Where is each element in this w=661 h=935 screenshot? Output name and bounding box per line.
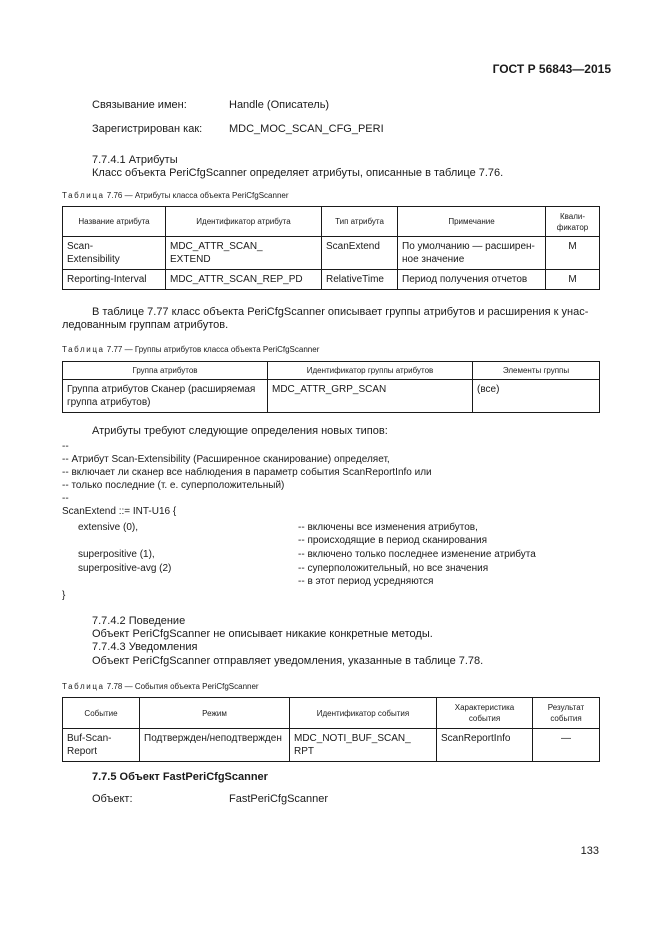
table-776 [62,206,600,290]
naming-label-2: Зарегистрирован как: [92,123,203,135]
table-cell: MDC_ATTR_SCAN_ EXTEND [166,237,322,270]
table-header-cell: Элементы группы [473,362,600,380]
caption-rest: 7.78 — События объекта PeriCfgScanner [104,682,259,691]
caption-prefix: Таблица [62,191,105,200]
code-entry-name: superpositive (1), [78,549,155,560]
code-line: -- [62,441,69,452]
naming-value-1: Handle (Описатель) [229,99,330,111]
section-7743-heading: 7.7.4.3 Уведомления [92,641,198,653]
table-header-cell: Примечание [398,207,546,237]
caption-rest: 7.77 — Группы атрибутов класса объекта PeriCfgScanner [104,345,320,354]
table-row [63,729,600,762]
section-7741-heading: 7.7.4.1 Атрибуты [92,154,178,166]
table-cell: ScanExtend [322,237,398,270]
table-row [63,380,600,413]
table-776-caption [62,190,289,201]
table-cell: M [546,237,600,270]
table-cell: M [546,270,600,290]
table-header-row [63,207,600,237]
table-cell: (все) [473,380,600,413]
page-number: 133 [580,845,599,857]
para-777-line1: В таблице 7.77 класс объекта PeriCfgScanner описывает группы атрибутов и расширения к унас- [92,306,589,318]
naming-value-2: MDC_MOC_SCAN_CFG_PERI [229,123,384,135]
section-7741-text: Класс объекта PeriCfgScanner определяет атрибуты, описанные в таблице 7.76. [92,167,504,179]
table-cell: MDC_ATTR_SCAN_REP_PD [166,270,322,290]
table-777-caption [62,344,319,355]
table-header-cell: Тип атрибута [322,207,398,237]
code-entry-name: superpositive-avg (2) [78,563,172,574]
code-entry-comment: -- происходящие в период сканирования [298,535,488,546]
code-close: } [62,590,66,601]
table-cell: MDC_ATTR_GRP_SCAN [268,380,473,413]
table-row [63,237,600,270]
table-cell: Период получения отчетов [398,270,546,290]
table-header-cell: Режим [140,698,290,729]
table-cell: ScanReportInfo [437,729,533,762]
table-778 [62,697,600,762]
section-7742-text: Объект PeriCfgScanner не описывает никакие конкретные методы. [92,628,433,640]
code-line: -- Атрибут Scan-Extensibility (Расширенное сканирование) определяет, [62,454,390,465]
table-header-cell: Результат события [533,698,600,729]
types-intro: Атрибуты требуют следующие определения новых типов: [92,425,388,437]
object-label: Объект: [92,793,133,805]
table-cell: Scan- Extensibility [63,237,166,270]
table-header-cell: Характеристика события [437,698,533,729]
table-header-cell: Событие [63,698,140,729]
caption-rest: 7.76 — Атрибуты класса объекта PeriCfgScanner [104,191,289,200]
code-line: ScanExtend ::= INT-U16 { [62,506,177,517]
table-cell: Buf-Scan- Report [63,729,140,762]
code-entry-comment: -- включено только последнее изменение атрибута [298,549,536,560]
table-cell: Reporting-Interval [63,270,166,290]
code-entry-comment: -- суперположительный, но все значения [298,563,489,574]
standard-header: ГОСТ Р 56843—2015 [492,62,611,76]
table-cell: RelativeTime [322,270,398,290]
section-7743-text: Объект PeriCfgScanner отправляет уведомления, указанные в таблице 7.78. [92,655,484,667]
object-value: FastPeriCfgScanner [229,793,329,805]
table-cell: — [533,729,600,762]
table-cell: Группа атрибутов Сканер (расширяемая группа атрибутов) [63,380,268,413]
table-778-caption [62,681,259,692]
section-775-heading: 7.7.5 Объект FastPeriCfgScanner [92,771,268,783]
table-header-cell: Идентификатор атрибута [166,207,322,237]
code-line: -- только последние (т. е. суперположительный) [62,480,285,491]
para-777-line2: ледованным группам атрибутов. [62,319,229,331]
code-line: -- [62,493,69,504]
caption-prefix: Таблица [62,682,105,691]
table-header-row [63,698,600,729]
code-entry-comment: -- включены все изменения атрибутов, [298,522,478,533]
table-cell: MDC_NOTI_BUF_SCAN_ RPT [290,729,437,762]
code-header [62,440,432,518]
table-header-cell: Группа атрибутов [63,362,268,380]
table-cell: По умолчанию — расширен- ное значение [398,237,546,270]
code-entry-name: extensive (0), [78,522,139,533]
code-entry-comment: -- в этот период усредняются [298,576,434,587]
table-cell: Подтвержден/неподтвержден [140,729,290,762]
table-header-cell: Название атрибута [63,207,166,237]
code-line: -- включает ли сканер все наблюдения в параметр события ScanReportInfo или [62,467,432,478]
table-row [63,270,600,290]
naming-label-1: Связывание имен: [92,99,187,111]
table-header-cell: Идентификатор группы атрибутов [268,362,473,380]
table-header-cell: Квали- фикатор [546,207,600,237]
section-7742-heading: 7.7.4.2 Поведение [92,615,186,627]
table-header-row [63,362,600,380]
caption-prefix: Таблица [62,345,105,354]
table-777 [62,361,600,413]
table-header-cell: Идентификатор события [290,698,437,729]
